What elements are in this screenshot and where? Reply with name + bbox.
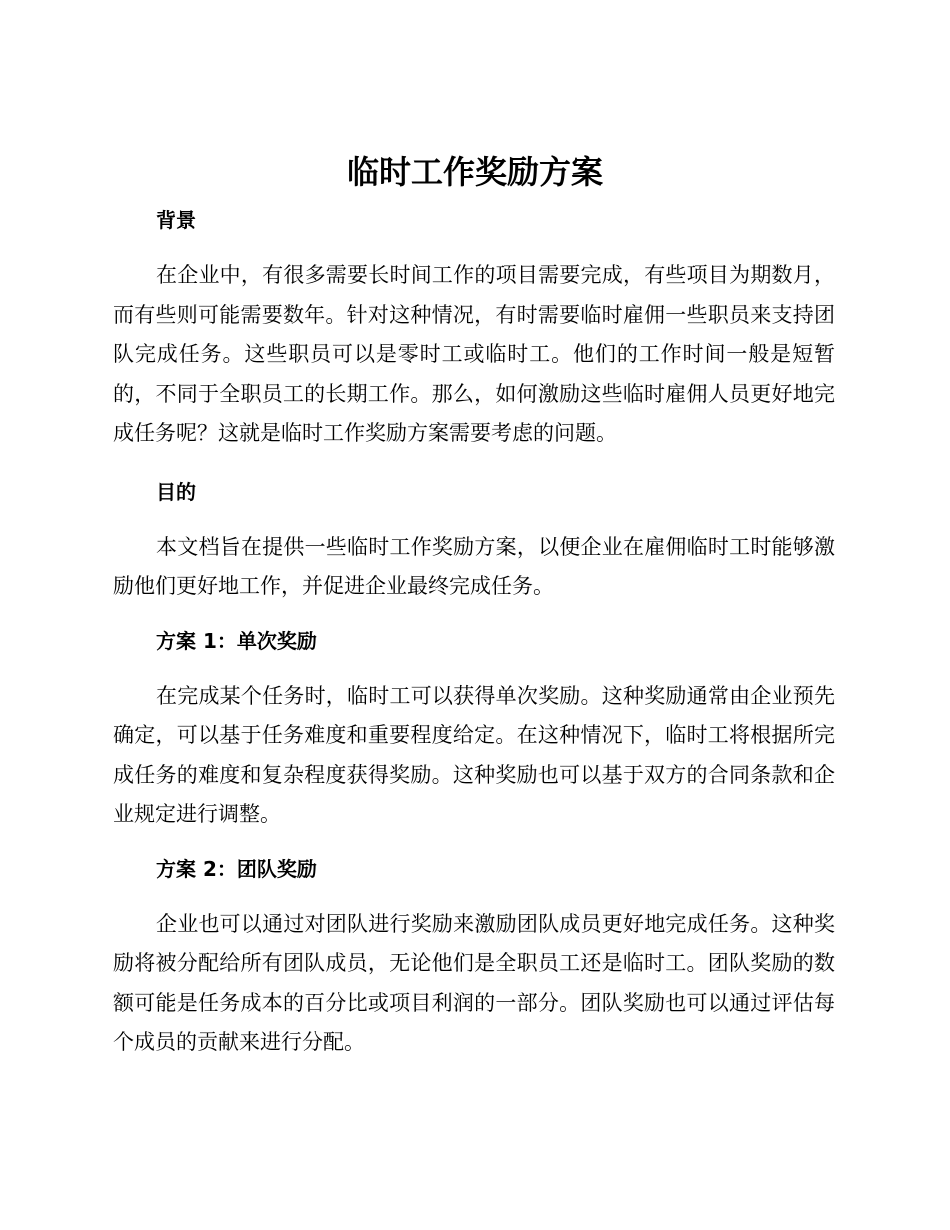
section-heading-background: 背景 [156,208,196,232]
section-paragraph-background: 在企业中，有很多需要长时间工作的项目需要完成，有些项目为期数月，而有些则可能需要数年。针对这种情况，有时需要临时雇佣一些职员来支持团队完成任务。这些职员可以是零时工或临时工。他们的工作时间一般是短暂的，不同于全职员工的长期工作。那么，如何激励这些临时雇佣人员更好地完成任务呢？这就是临时工作奖励方案需要考虑的问题。 [113,263,835,445]
section-heading-purpose: 目的 [156,479,196,504]
section-paragraph-plan-1: 在完成某个任务时，临时工可以获得单次奖励。这种奖励通常由企业预先确定，可以基于任务难度和重要程度给定。在这种情况下，临时工将根据所完成任务的难度和复杂程度获得奖励。这种奖励也可以基于双方的合同条款和企业规定进行调整。 [113,683,835,826]
document-title: 临时工作奖励方案 [346,153,603,191]
section-heading-plan-2: 方案 2：团队奖励 [156,856,317,881]
section-heading-plan-1: 方案 1：单次奖励 [156,628,317,653]
document-body [113,200,835,1063]
section-paragraph-plan-2: 企业也可以通过对团队进行奖励来激励团队成员更好地完成任务。这种奖励将被分配给所有团队成员，无论他们是全职员工还是临时工。团队奖励的数额可能是任务成本的百分比或项目利润的一部分。团队奖励也可以通过评估每个成员的贡献来进行分配。 [113,911,835,1054]
section-paragraph-purpose: 本文档旨在提供一些临时工作奖励方案，以便企业在雇佣临时工时能够激励他们更好地工作，并促进企业最终完成任务。 [113,534,835,598]
